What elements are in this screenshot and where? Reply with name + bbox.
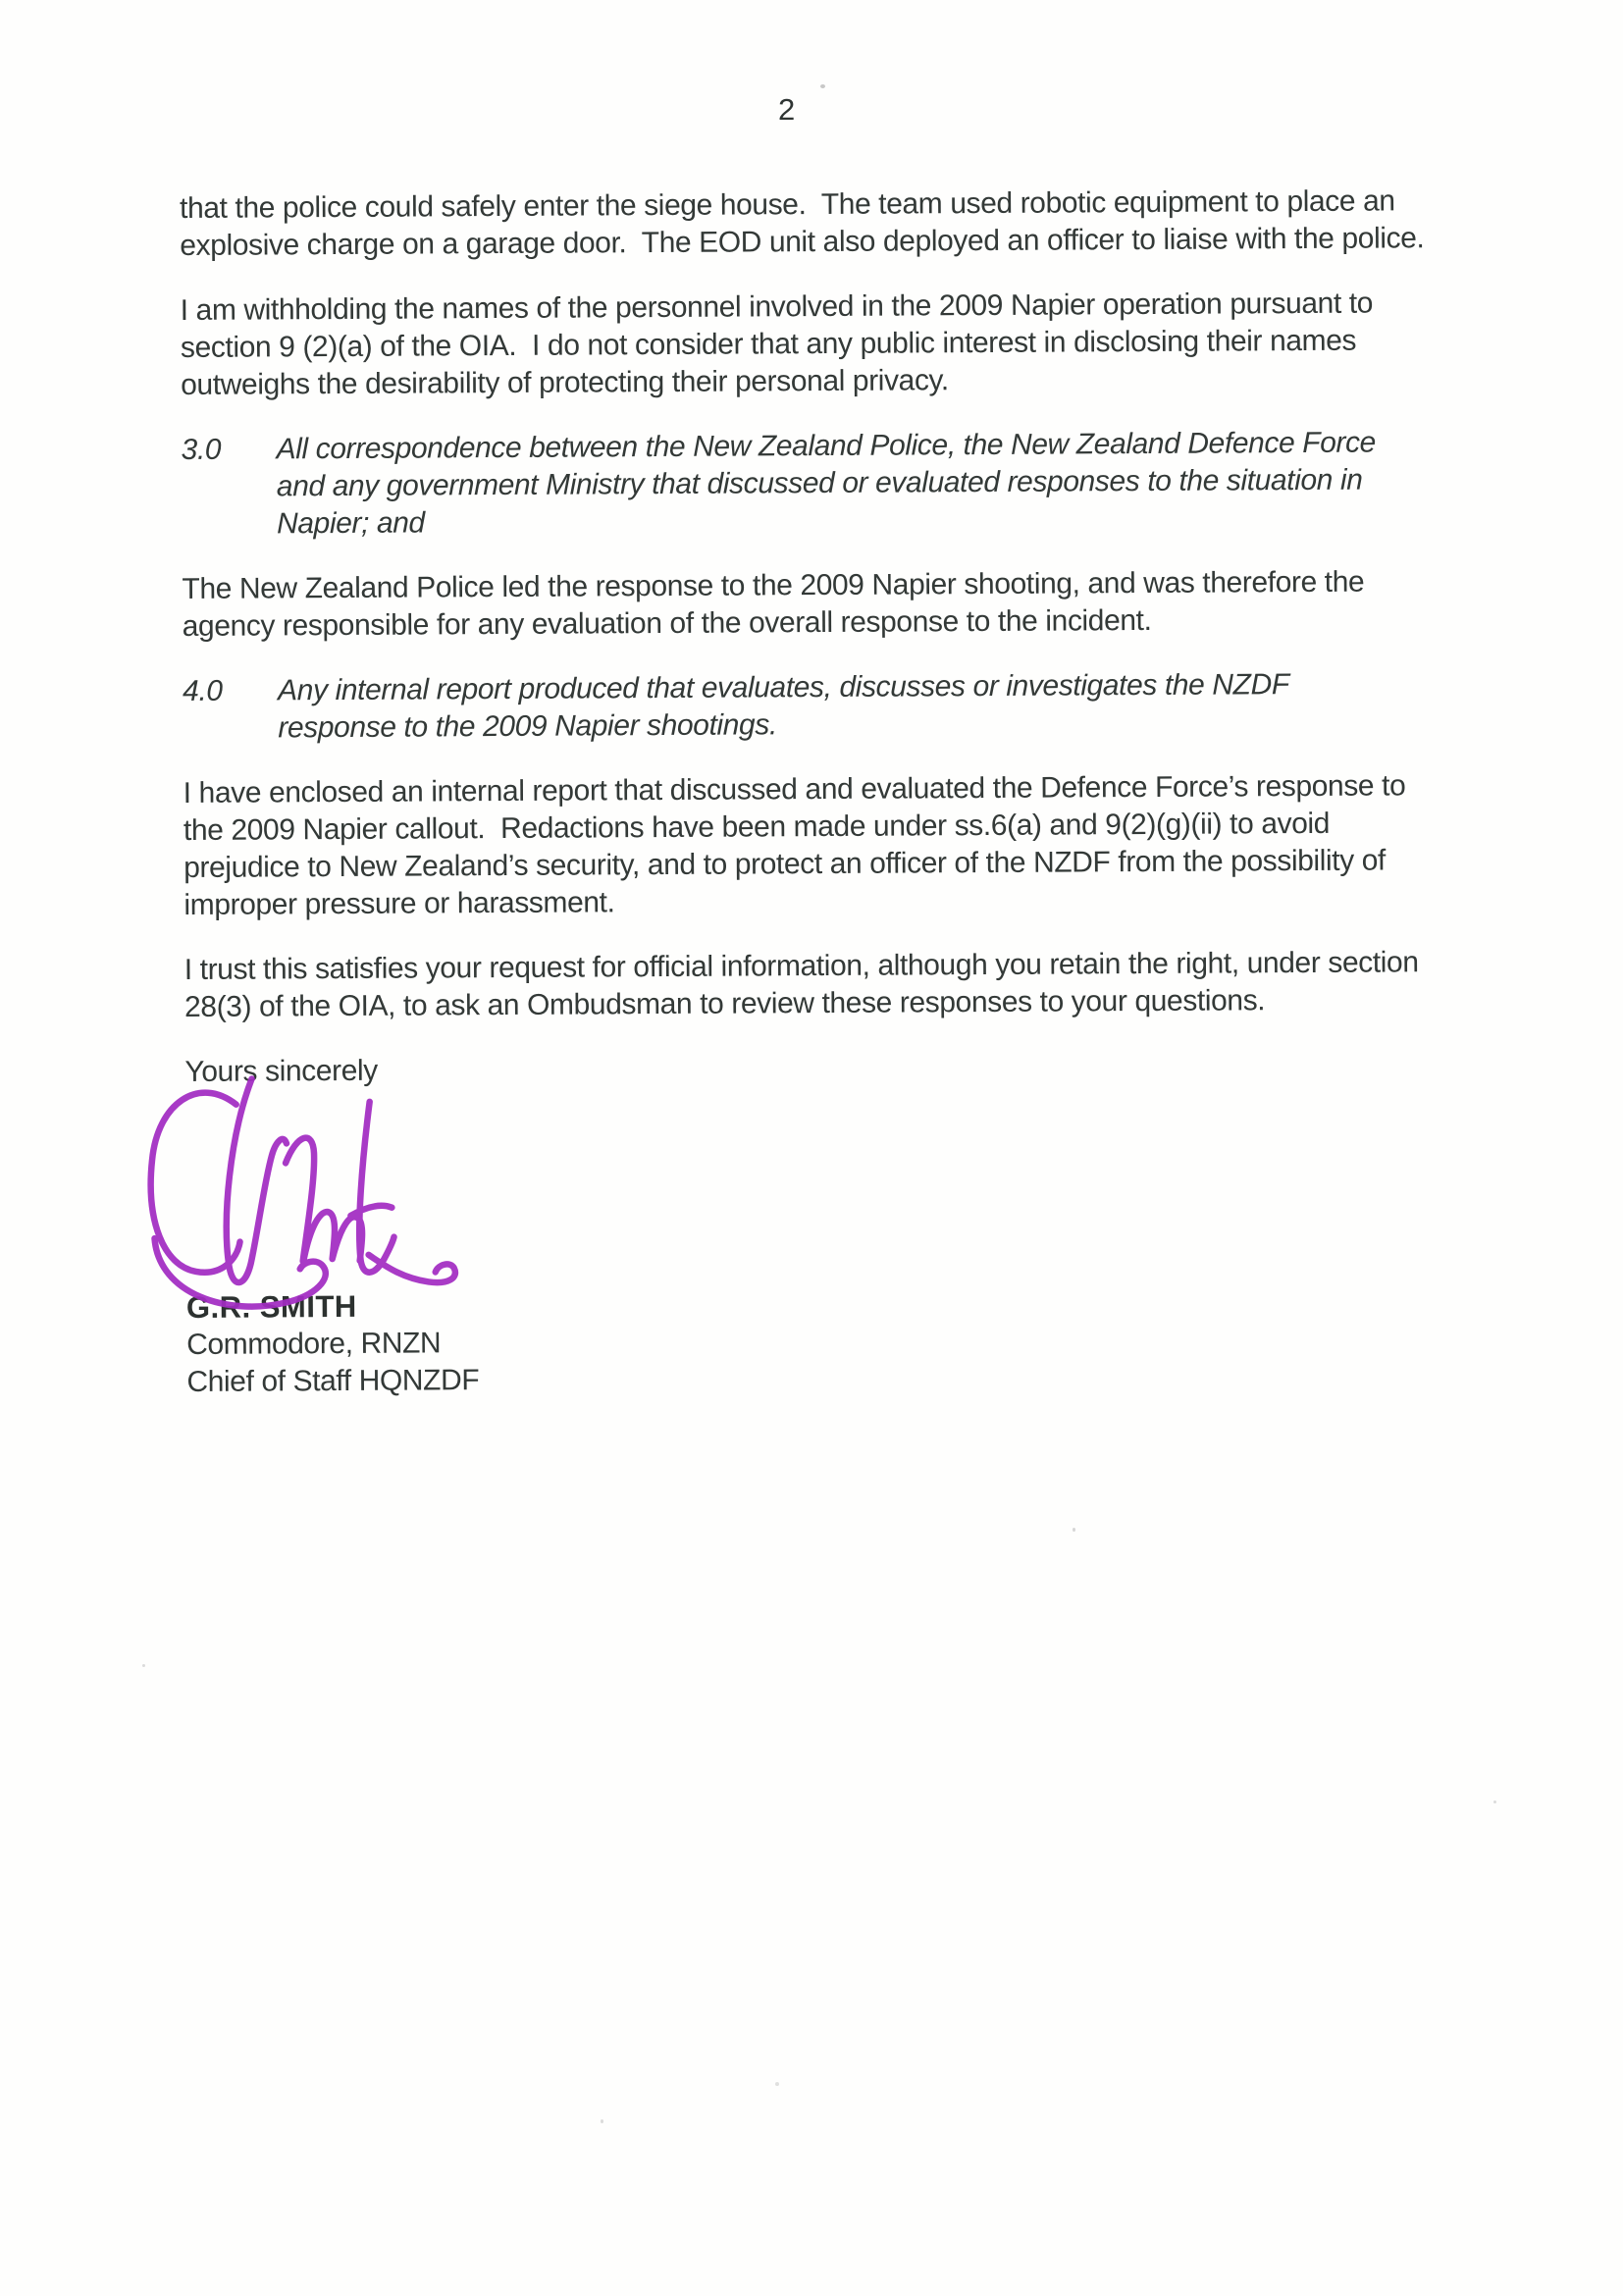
section-text: Any internal report produced that evaluates, discusses or investigates the NZDF response to the 2009 Napier shootings. (278, 668, 1297, 745)
signatory-title: Chief of Staff HQNZDF (186, 1364, 480, 1398)
request-item-3 (182, 424, 1443, 544)
section-number: 3.0 (181, 433, 222, 466)
handwritten-signature (137, 1071, 469, 1321)
scan-speck (142, 1664, 145, 1667)
scan-speck (820, 84, 825, 88)
scan-speck (775, 2082, 779, 2086)
section-text: All correspondence between the New Zealand Police, the New Zealand Defence Force and any government Ministry that discussed or evaluated responses to the situation in Napier; and (276, 426, 1384, 541)
paragraph-police-led-response: The New Zealand Police led the response to the 2009 Napier shooting, and was therefore the agency responsible for any evaluation of the overall response to the incident. (182, 565, 1373, 643)
paragraph-withholding-names: I am withholding the names of the personnel involved in the 2009 Napier operation pursuant to section 9 (2)(a) of the OIA. I do not consider that any public interest in disclosing their names outweighs the desirability of protecting their personal privacy. (180, 287, 1382, 401)
request-item-4 (183, 665, 1443, 748)
signature-area (185, 1083, 1447, 1289)
scan-speck (1073, 1528, 1075, 1532)
paragraph-enclosed-report: I have enclosed an internal report that discussed and evaluated the Defence Force’s response to the 2009 Napier callout. Redactions have been made under ss.6(a) and 9(2)(g)(ii) to avoid prejudice to New Zealand’s security, and to protect an officer of the NZDF from the possibility of improper pressure or harassment. (183, 769, 1414, 921)
paragraph-eod-siege: that the police could safely enter the siege house. The team used robotic equipment to place an explosive charge on a garage door. The EOD unit also deployed an officer to liaise with the police. (180, 184, 1425, 262)
signatory-name: G.R. SMITH (185, 1288, 357, 1325)
section-number: 4.0 (183, 674, 223, 707)
letter-body (180, 183, 1448, 1401)
closing-salutation: Yours sincerely (184, 1054, 378, 1088)
paragraph-ombudsman-right: I trust this satisfies your request for official information, although you retain the right, under section 28(3) of the OIA, to ask an Ombudsman to review these responses to your questions. (183, 946, 1427, 1023)
signatory-rank: Commodore, RNZN (186, 1327, 442, 1361)
scan-speck (1493, 1800, 1496, 1803)
page-number: 2 (778, 92, 796, 127)
scan-speck (601, 2119, 603, 2123)
